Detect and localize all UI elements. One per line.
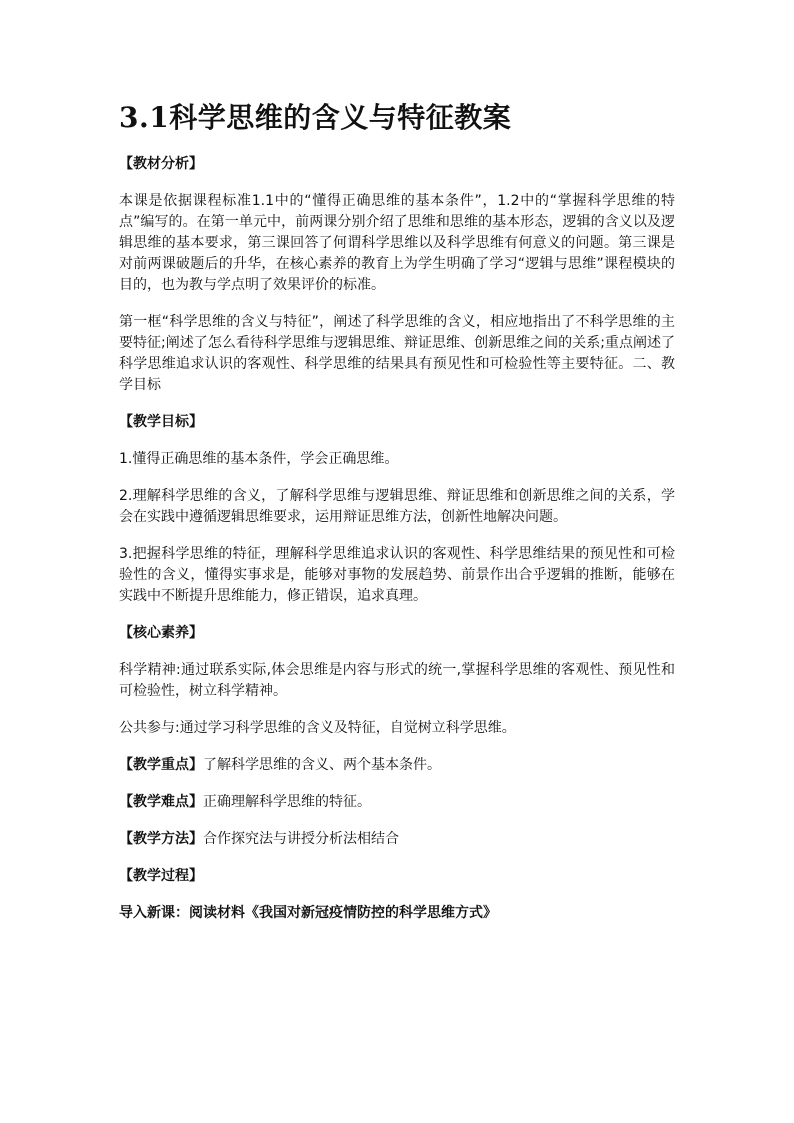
section-heading-objectives: 【教学目标】 — [119, 414, 203, 430]
objective-item-3: 3.把握科学思维的特征，理解科学思维追求认识的客观性、科学思维结果的预见性和可检验性的含义，懂得实事求是，能够对事物的发展趋势、前景作出合乎逻辑的推断，能够在实践中不断提升思维能力，修正错误，追求真理。 — [119, 546, 675, 604]
process-lead: 导入新课：阅读材料《我国对新冠疫情防控的科学思维方式》 — [119, 905, 497, 921]
section-heading-literacy: 【核心素养】 — [119, 625, 203, 641]
key-points-text: 了解科学思维的含义、两个基本条件。 — [203, 757, 441, 773]
objective-item-2: 2.理解科学思维的含义，了解科学思维与逻辑思维、辩证思维和创新思维之间的关系，学会在实践中遵循逻辑思维要求，运用辩证思维方法，创新性地解决问题。 — [119, 488, 675, 525]
literacy-item-1: 科学精神:通过联系实际,体会思维是内容与形式的统一,掌握科学思维的客观性、预见性和可检验性，树立科学精神。 — [119, 662, 675, 699]
document-title: 3.1科学思维的含义与特征教案 — [119, 101, 512, 134]
methods-line — [119, 829, 675, 850]
methods-text: 合作探究法与讲授分析法相结合 — [203, 831, 399, 847]
difficulties-text: 正确理解科学思维的特征。 — [203, 794, 371, 810]
key-points-line — [119, 755, 675, 776]
literacy-item-2: 公共参与:通过学习科学思维的含义及特征，自觉树立科学思维。 — [119, 720, 516, 736]
section-heading-analysis: 【教材分析】 — [119, 156, 203, 172]
section-heading-key-points: 【教学重点】 — [119, 757, 203, 773]
difficulties-line — [119, 792, 675, 813]
section-heading-difficulties: 【教学难点】 — [119, 794, 203, 810]
analysis-paragraph-1: 本课是依据课程标准1.1中的“懂得正确思维的基本条件”，1.2中的“掌握科学思维的特点”编写的。在第一单元中，前两课分别介绍了思维和思维的基本形态，逻辑的含义以及逻辑思维的基本要求，第三课回答了何谓科学思维以及科学思维有何意义的问题。第三课是对前两课破题后的升华，在核心素养的教育上为学生明确了学习“逻辑与思维”课程模块的目的，也为教与学点明了效果评价的标准。 — [119, 193, 675, 293]
document-page — [119, 96, 675, 924]
objective-item-1: 1.懂得正确思维的基本条件，学会正确思维。 — [119, 451, 399, 467]
section-heading-process: 【教学过程】 — [119, 868, 203, 884]
section-heading-methods: 【教学方法】 — [119, 831, 203, 847]
analysis-paragraph-2: 第一框“科学思维的含义与特征”，阐述了科学思维的含义，相应地指出了不科学思维的主要特征;阐述了怎么看待科学思维与逻辑思维、辩证思维、创新思维之间的关系;重点阐述了科学思维追求认识的客观性、科学思维的结果具有预见性和可检验性等主要特征。二、教学目标 — [119, 314, 675, 393]
